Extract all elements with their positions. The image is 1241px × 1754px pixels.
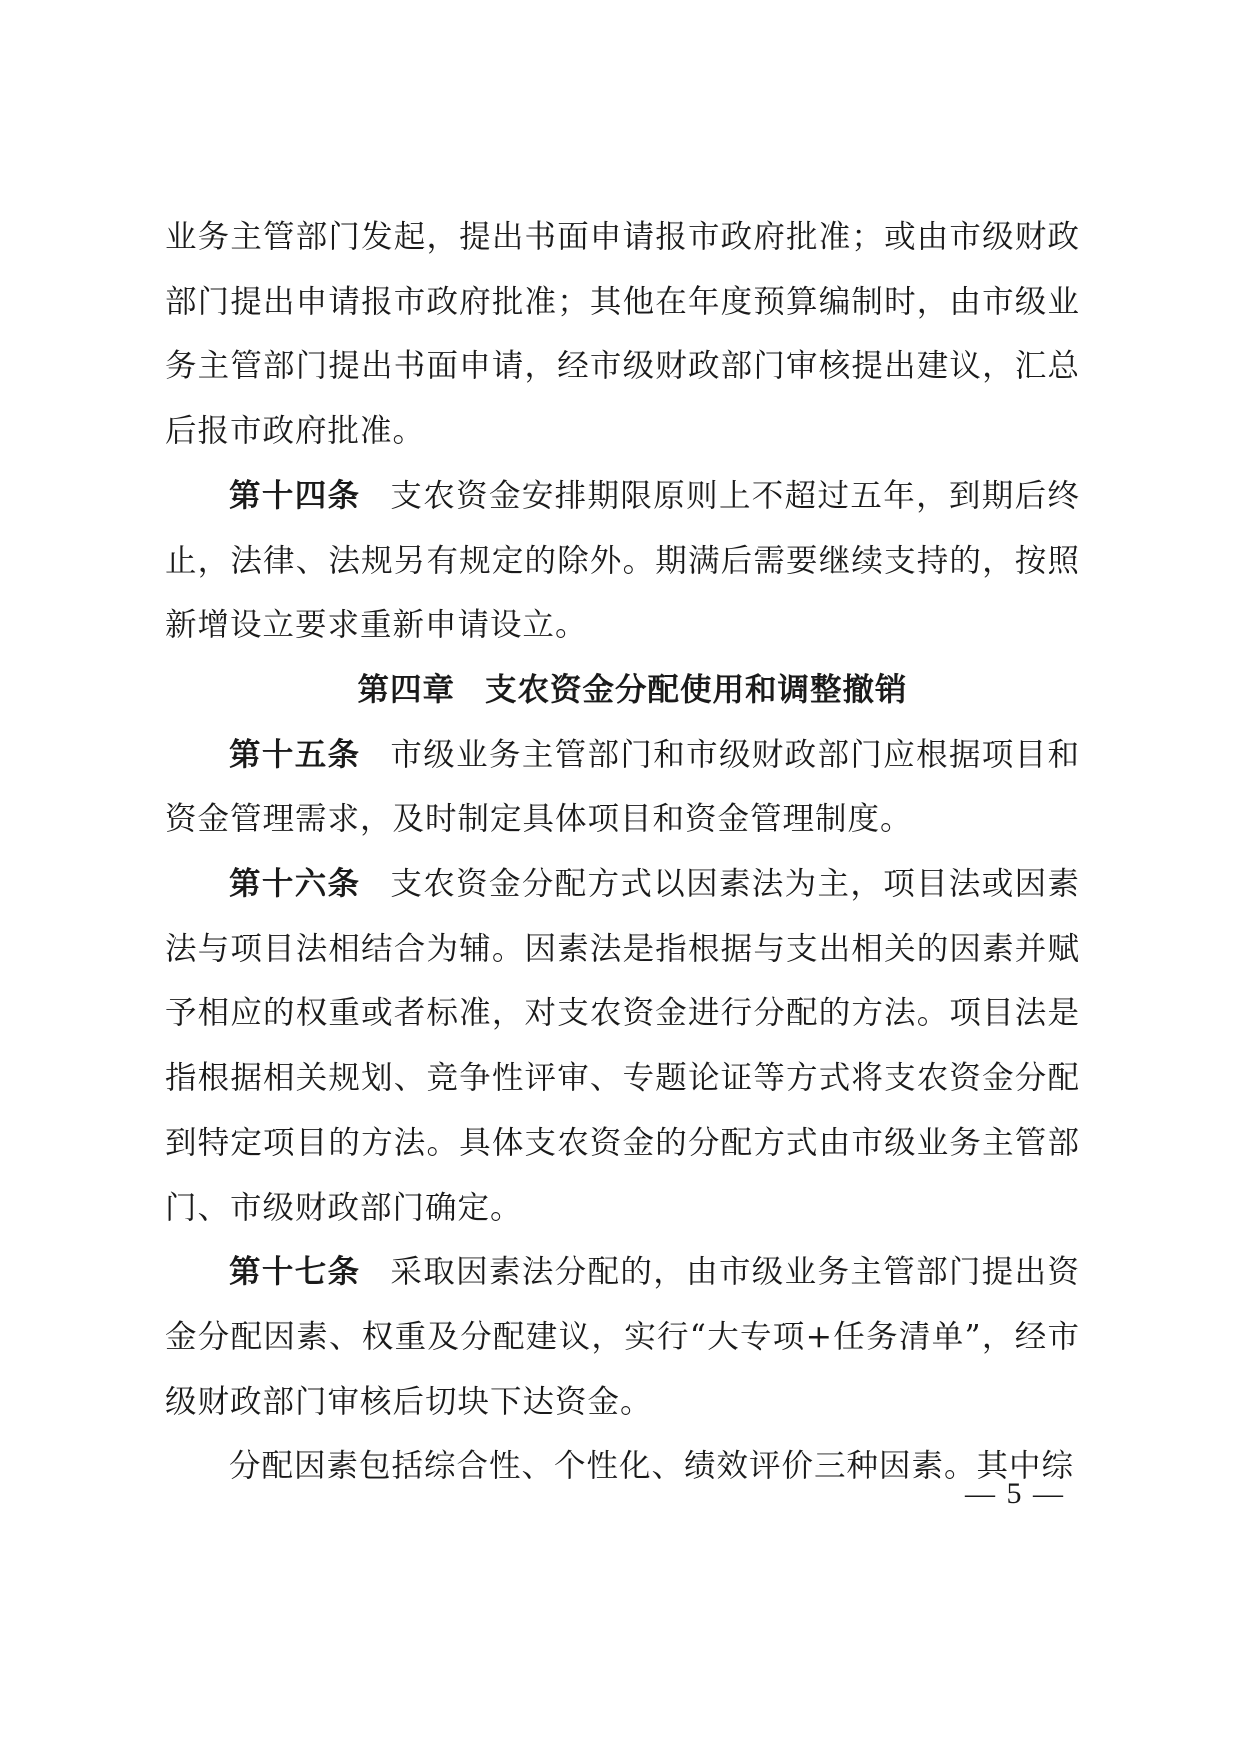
- article-text: 支农资金安排期限原则上不超过五年，到期后终止，法律、法规另有规定的除外。期满后需要继续支持的，按照新增设立要求重新申请设立。: [165, 477, 1080, 644]
- article-label: 第十四条: [229, 477, 361, 514]
- article-label: 第十七条: [229, 1254, 361, 1291]
- article-label: 第十五条: [229, 736, 361, 773]
- chapter-number: 第四章: [357, 671, 455, 708]
- paragraph-factors: 分配因素包括综合性、个性化、绩效评价三种因素。其中综: [229, 1448, 1075, 1485]
- paragraph-continuation: 业务主管部门发起，提出书面申请报市政府批准；或由市级财政部门提出申请报市政府批准；其他在年度预算编制时，由市级业务主管部门提出书面申请，经市级财政部门审核提出建议，汇总后报市政府批准。: [165, 219, 1080, 450]
- chapter-title: 支农资金分配使用和调整撤销: [485, 671, 908, 708]
- article-14: [165, 464, 1080, 658]
- document-body: [165, 205, 1080, 1499]
- article-17: [165, 1240, 1080, 1434]
- article-text: 市级业务主管部门和市级财政部门应根据项目和资金管理需求，及时制定具体项目和资金管理制度。: [165, 736, 1080, 838]
- chapter-heading: [165, 658, 1080, 723]
- article-label: 第十六条: [229, 866, 361, 903]
- article-text: 采取因素法分配的，由市级业务主管部门提出资金分配因素、权重及分配建议，实行“大专项+任务清单”，经市级财政部门审核后切块下达资金。: [165, 1254, 1080, 1420]
- article-16: [165, 852, 1080, 1240]
- page-number: — 5 —: [965, 1477, 1065, 1510]
- article-text: 支农资金分配方式以因素法为主，项目法或因素法与项目法相结合为辅。因素法是指根据与支出相关的因素并赋予相应的权重或者标准，对支农资金进行分配的方法。项目法是指根据相关规划、竞争性评审、专题论证等方式将支农资金分配到特定项目的方法。具体支农资金的分配方式由市级业务主管部门、市级财政部门确定。: [165, 866, 1080, 1226]
- article-15: [165, 723, 1080, 852]
